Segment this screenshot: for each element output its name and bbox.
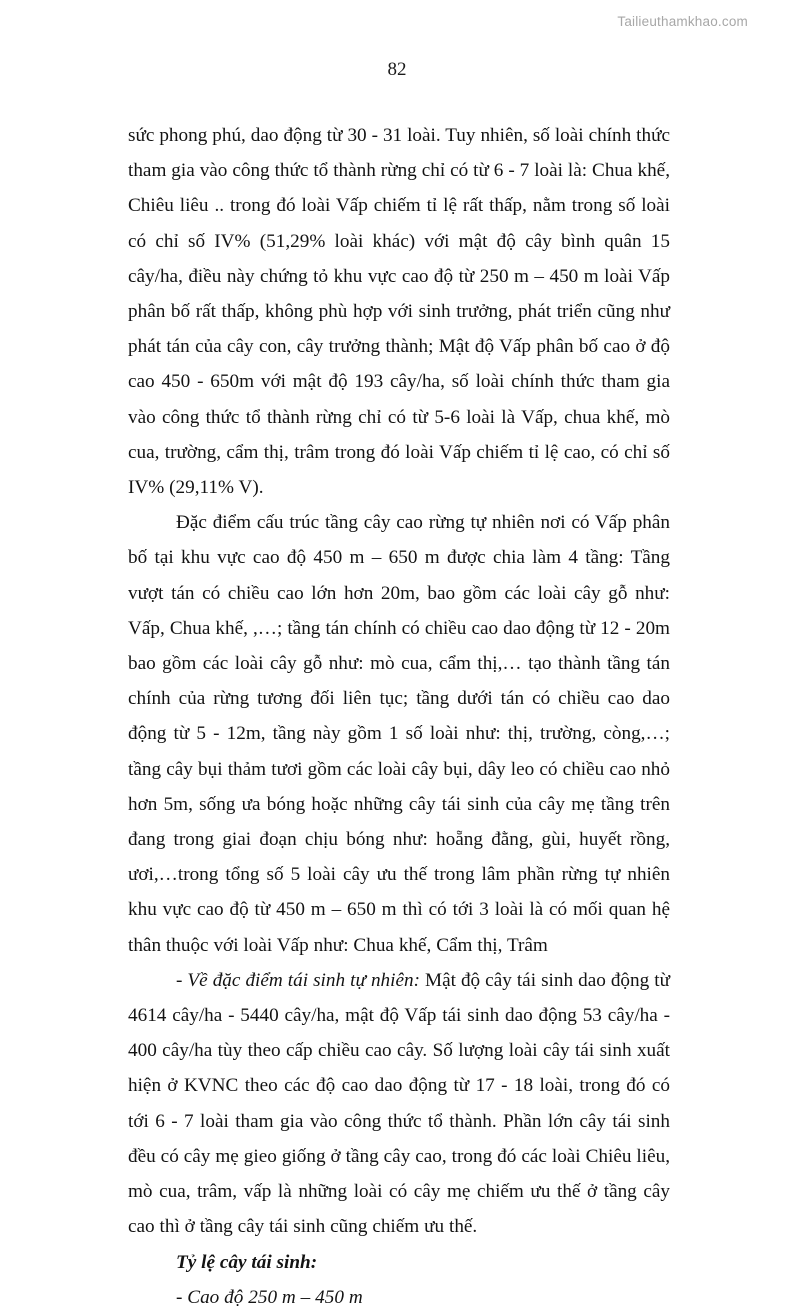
paragraph-1: sức phong phú, dao động từ 30 - 31 loài. Tuy nhiên, số loài chính thức tham gia vào công thức tổ thành rừng chỉ có từ 6 - 7 loài là: Chua khế, Chiêu liêu .. trong đó loài Vấp chiếm tỉ lệ rất thấp, nằm trong số loài có chỉ số IV% (51,29% loài khác) với mật độ cây bình quân 15 cây/ha, điều này chứng tỏ khu vực cao độ từ 250 m – 450 m loài Vấp phân bố rất thấp, không phù hợp với sinh trưởng, phát triển cũng như phát tán của cây con, cây trưởng thành; Mật độ Vấp phân bố cao ở độ cao 450 - 650m với mật độ 193 cây/ha, số loài chính thức tham gia vào công thức tổ thành rừng chỉ có từ 5-6 loài là Vấp, chua khế, mò cua, trường, cẩm thị, trâm trong đó loài Vấp chiếm tỉ lệ cao, có chỉ số IV% (29,11% V).	[128, 125, 670, 499]
subheading-label: Tỷ lệ cây tái sinh:	[176, 1251, 318, 1273]
list-item-cao-do	[128, 1280, 670, 1315]
subheading-ty-le-cay-tai-sinh	[128, 1245, 670, 1280]
watermark-text: Tailieuthamkhao.com	[617, 14, 748, 29]
paragraph-3	[128, 963, 670, 1245]
list-item-label: - Cao độ 250 m – 450 m	[176, 1286, 363, 1308]
page-body	[128, 118, 670, 1315]
paragraph-3-label: - Về đặc điểm tái sinh tự nhiên:	[176, 969, 420, 991]
paragraph-2: Đặc điểm cấu trúc tầng cây cao rừng tự nhiên nơi có Vấp phân bố tại khu vực cao độ 450 m – 650 m được chia làm 4 tầng: Tầng vượt tán có chiều cao lớn hơn 20m, bao gồm các loài cây gỗ như: Vấp, Chua khế, ,…; tầng tán chính có chiều cao dao động từ 12 - 20m bao gồm các loài cây gỗ như: mò cua, cẩm thị,… tạo thành tầng tán chính của rừng tương đối liên tục; tầng dưới tán có chiều cao dao động từ 5 - 12m, tầng này gồm 1 số loài như: thị, trường, còng,…; tầng cây bụi thảm tươi gồm các loài cây bụi, dây leo có chiều cao nhỏ hơn 5m, sống ưa bóng hoặc những cây tái sinh của cây mẹ tầng trên đang trong giai đoạn chịu bóng như: hoẵng đằng, gùi, huyết rồng, ươi,…trong tổng số 5 loài cây ưu thế trong lâm phần rừng tự nhiên khu vực cao độ từ 450 m – 650 m thì có tới 3 loài là có mối quan hệ thân thuộc với loài Vấp như: Chua khế, Cẩm thị, Trâm	[128, 512, 670, 956]
page-number: 82	[387, 59, 407, 80]
paragraph-3-body: Mật độ cây tái sinh dao động từ 4614 cây/ha - 5440 cây/ha, mật độ Vấp tái sinh dao động 53 cây/ha - 400 cây/ha tùy theo cấp chiều cao cây. Số lượng loài cây tái sinh xuất hiện ở KVNC theo các độ cao dao động từ 17 - 18 loài, trong đó có tới 6 - 7 loài tham gia vào công thức tổ thành. Phần lớn cây tái sinh đều có cây mẹ gieo giống ở tầng cây cao, trong đó các loài Chiêu liêu, mò cua, trâm, vấp là những loài có cây mẹ chiếm ưu thế ở tầng cây cao thì ở tầng cây tái sinh cũng chiếm ưu thế.	[128, 969, 670, 1238]
